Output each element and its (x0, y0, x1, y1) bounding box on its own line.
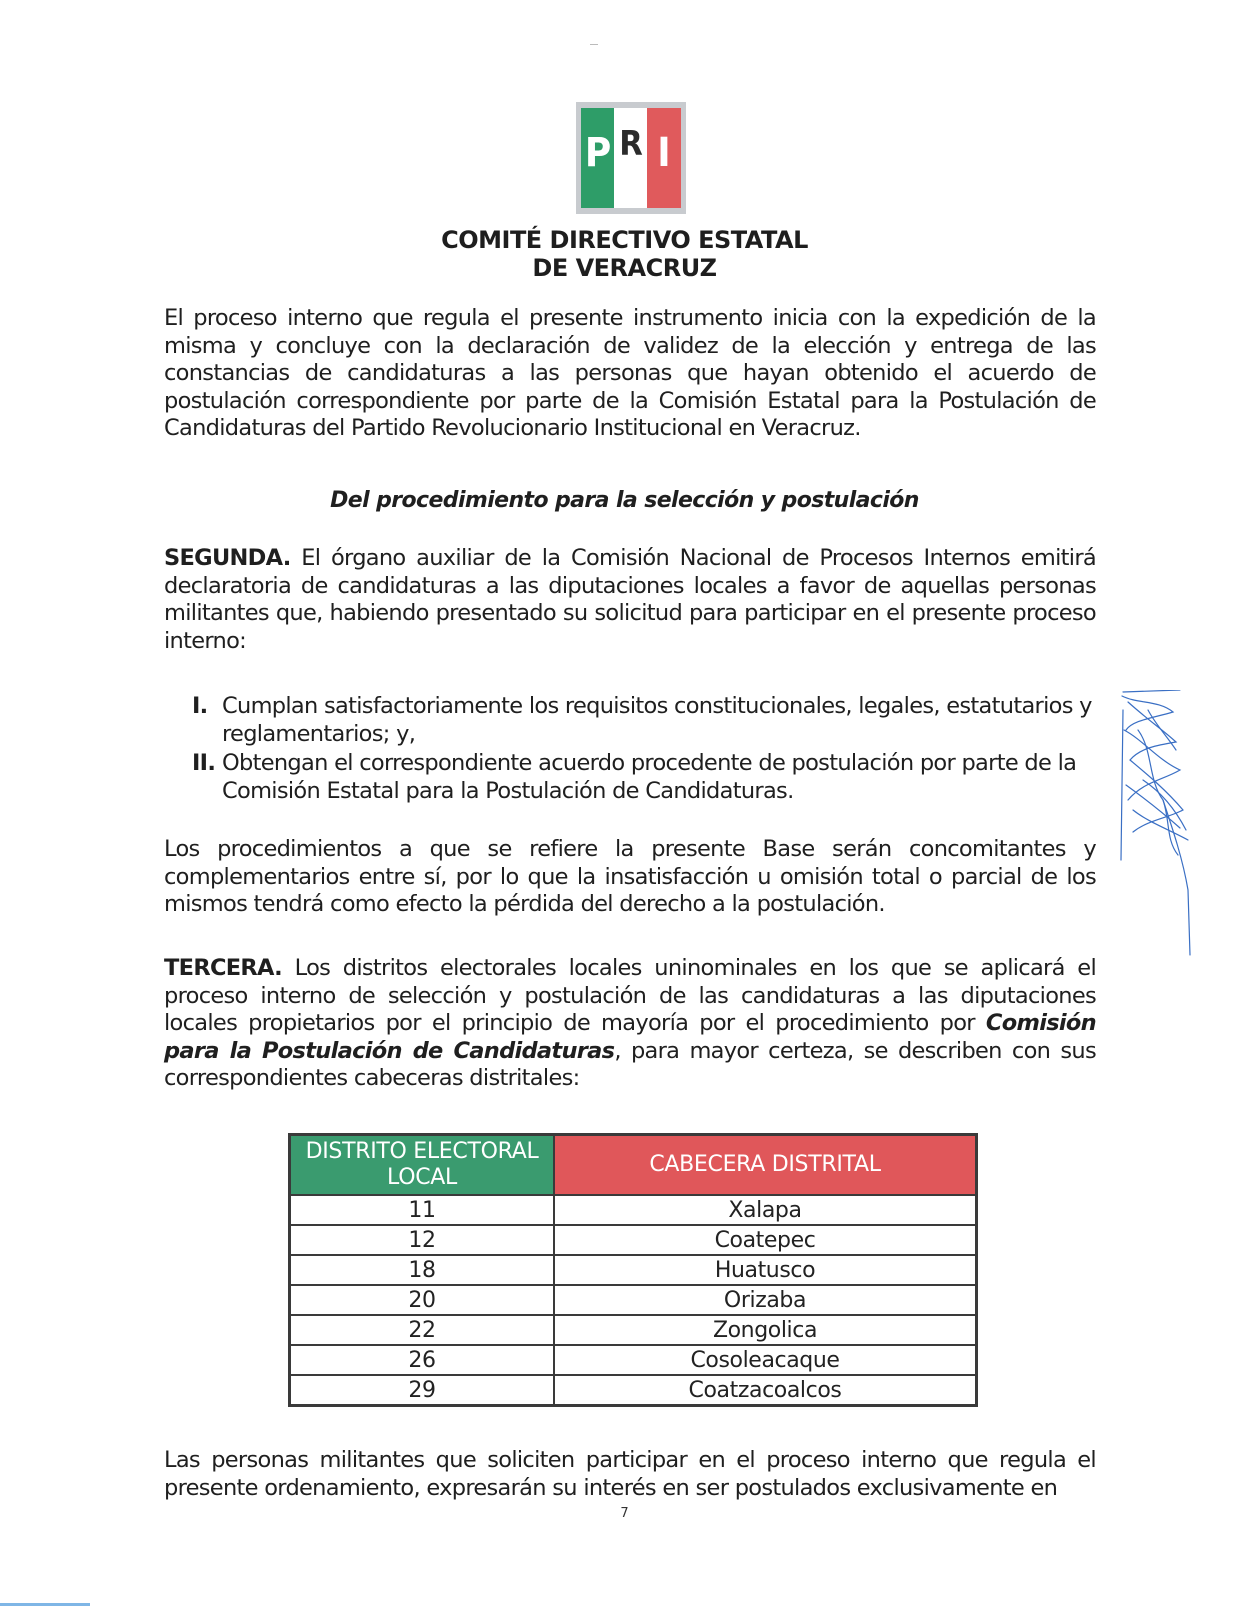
cell-cabecera: Zongolica (554, 1315, 977, 1345)
list-item-text: Cumplan satisfactoriamente los requisitos constitucionales, legales, estatutarios y reglamentarios; y, (222, 693, 1092, 747)
section-title: Del procedimiento para la selección y postulación (330, 488, 919, 513)
table-header-row (290, 1135, 977, 1196)
table-row (290, 1315, 977, 1345)
org-name-line1: COMITÉ DIRECTIVO ESTATAL (441, 226, 808, 254)
cell-cabecera: Coatepec (554, 1225, 977, 1255)
table-row (290, 1255, 977, 1285)
header-cabecera: CABECERA DISTRITAL (554, 1135, 977, 1196)
scan-edge-mark (0, 1603, 90, 1606)
procedures-paragraph: Los procedimientos a que se refiere la presente Base serán concomitantes y complementarios entre sí, por lo que la insatisfacción u omisión total o parcial de los mismos tendrá como efecto la pérdida del derecho a la postulación. (164, 836, 1096, 917)
list-item-number: I. (192, 693, 208, 719)
cell-distrito: 26 (290, 1345, 555, 1375)
list-item-text: Obtengan el correspondiente acuerdo procedente de postulación por parte de la Comisión Estatal para la Postulación de Candidaturas. (222, 750, 1077, 804)
cell-cabecera: Coatzacoalcos (554, 1375, 977, 1406)
tercera-emphasis: Comisión para la Postulación de Candidaturas (164, 1010, 1096, 1064)
list-item-number: II. (192, 750, 216, 776)
scan-mark (590, 44, 598, 45)
tercera-text-after: , para mayor certeza, se describen con sus correspondientes cabeceras distritales: (164, 1037, 1096, 1091)
cell-cabecera: Xalapa (554, 1195, 977, 1225)
pri-logo (576, 102, 686, 214)
logo-letter-r: R (619, 124, 643, 164)
table-row (290, 1285, 977, 1315)
list-item (192, 693, 1096, 748)
header-distrito: DISTRITO ELECTORAL LOCAL (290, 1135, 555, 1196)
closing-paragraph: Las personas militantes que soliciten participar en el proceso interno que regula el presente ordenamiento, expresarán su interés en ser postulados exclusivamente en (164, 1447, 1096, 1501)
segunda-label: SEGUNDA. (164, 545, 291, 571)
list-item (192, 750, 1096, 805)
table-row (290, 1345, 977, 1375)
table-row (290, 1195, 977, 1225)
requirements-list (192, 693, 1096, 807)
cell-distrito: 20 (290, 1285, 555, 1315)
intro-paragraph: El proceso interno que regula el presente instrumento inicia con la expedición de la misma y concluye con la declaración de validez de la elección y entrega de las constancias de candidaturas a las personas que hayan obtenido el acuerdo de postulación correspondiente por parte de la Comisión Estatal para la Postulación de Candidaturas del Partido Revolucionario Institucional en Veracruz. (164, 305, 1096, 441)
table-row (290, 1225, 977, 1255)
segunda-text: El órgano auxiliar de la Comisión Nacional de Procesos Internos emitirá declaratoria de candidaturas a las diputaciones locales a favor de aquellas personas militantes que, habiendo presentado su solicitud para participar en el presente proceso interno: (164, 545, 1096, 654)
cell-cabecera: Huatusco (554, 1255, 977, 1285)
cell-distrito: 22 (290, 1315, 555, 1345)
cell-distrito: 18 (290, 1255, 555, 1285)
tercera-paragraph (164, 955, 1096, 1093)
tercera-label: TERCERA. (164, 955, 283, 981)
segunda-paragraph (164, 545, 1096, 655)
cell-distrito: 12 (290, 1225, 555, 1255)
table-row (290, 1375, 977, 1406)
org-name-line2: DE VERACRUZ (532, 254, 717, 282)
handwritten-signature (1118, 690, 1218, 960)
cell-distrito: 29 (290, 1375, 555, 1406)
cell-distrito: 11 (290, 1195, 555, 1225)
districts-table (288, 1133, 978, 1407)
tercera-text-before: Los distritos electorales locales uninominales en los que se aplicará el proceso interno de selección y postulación de las candidaturas a las diputaciones locales propietarios por el principio de mayoría por el procedimiento por (164, 955, 1096, 1036)
logo-letter-i: I (657, 130, 671, 176)
cell-cabecera: Cosoleacaque (554, 1345, 977, 1375)
page-number: 7 (620, 1506, 629, 1521)
cell-cabecera: Orizaba (554, 1285, 977, 1315)
logo-letter-p: P (584, 130, 612, 176)
